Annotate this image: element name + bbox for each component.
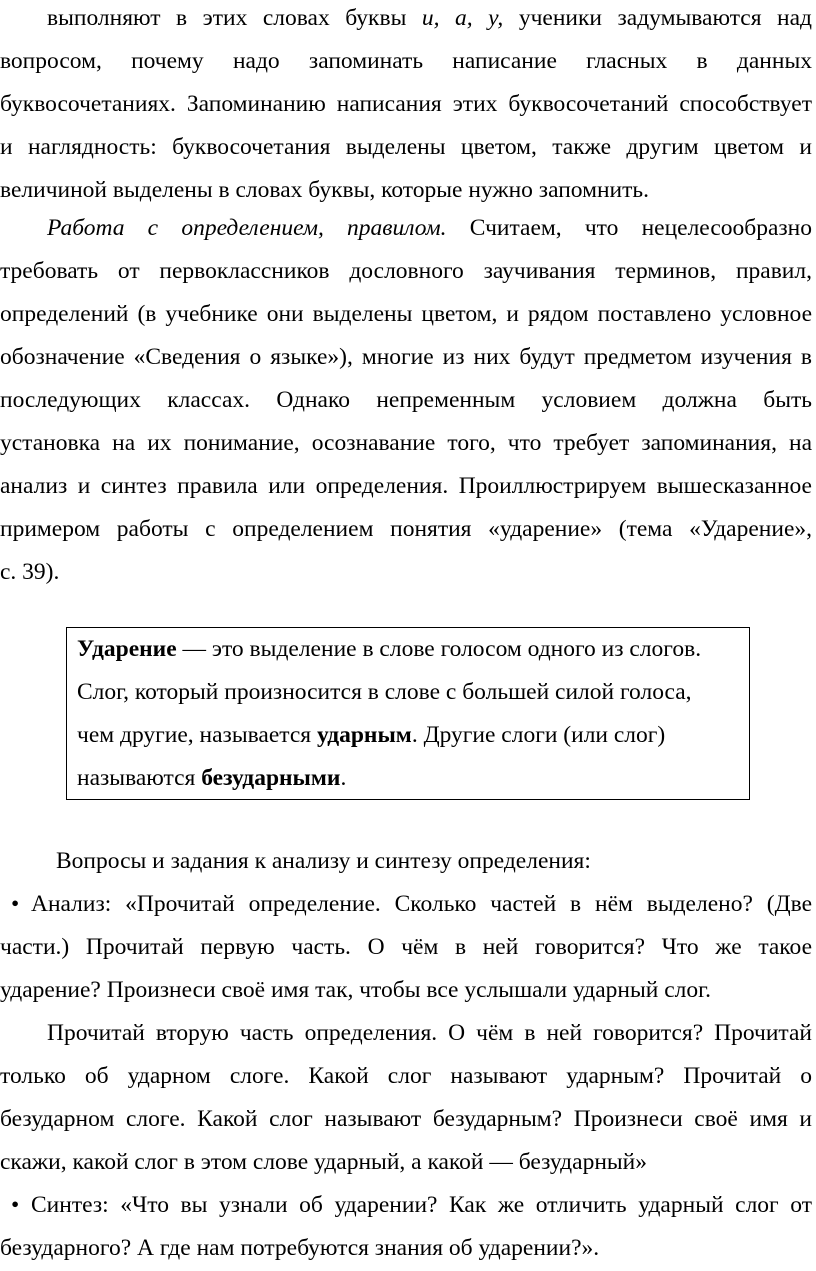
paragraph-definition-work <box>0 207 812 594</box>
text-line: величиной выделены в словах буквы, которые нужно запомнить. <box>0 177 649 203</box>
definition-line: Ударение — это выделение в слове голосом одного из слогов. <box>77 636 702 662</box>
text-line: примером работы с определением понятия «ударение» (тема «Ударение», <box>0 516 812 542</box>
text-line: ударение? Произнеси своё имя так, чтобы все услышали ударный слог. <box>0 977 711 1003</box>
text-line: установка на их понимание, осознавание того, что требует запоминания, на <box>0 430 812 456</box>
text-line: требовать от первоклассников дословного заучивания терминов, правил, <box>0 258 812 284</box>
text-line: и наглядность: буквосочетания выделены цветом, также другим цветом и <box>0 134 812 160</box>
text-line: безударного? А где нам потребуются знания об ударении?». <box>0 1235 600 1261</box>
text-line: Прочитай вторую часть определения. О чём в ней говорится? Прочитай <box>47 1020 812 1046</box>
text-line: • Синтез: «Что вы узнали об ударении? Как же отличить ударный слог от <box>11 1192 812 1218</box>
text-line: вопросом, почему надо запоминать написание гласных в данных <box>0 48 812 74</box>
term-stressed: ударным <box>316 722 412 748</box>
text-line: анализ и синтез правила или определения. Проиллюстрируем вышесказанное <box>0 473 812 499</box>
text-line: обозначение «Сведения о языке»), многие из них будут предметом изучения в <box>0 344 812 370</box>
definition-line: называются безударными. <box>77 765 347 791</box>
paragraph-second-part <box>0 1012 812 1184</box>
text-line: части.) Прочитай первую часть. О чём в ней говорится? Что же такое <box>0 934 812 960</box>
definition-line: чем другие, называется ударным. Другие слоги (или слог) <box>77 722 666 748</box>
bullet-synthesis <box>0 1184 812 1270</box>
text-line: • Анализ: «Прочитай определение. Сколько частей в нём выделено? (Две <box>11 891 812 917</box>
text-line: определений (в учебнике они выделены цветом, и рядом поставлено условное <box>0 301 812 327</box>
text-line: буквосочетаниях. Запоминанию написания этих буквосочетаний способствует <box>0 91 812 117</box>
definition-line: Слог, который произносится в слове с большей силой голоса, <box>77 679 692 705</box>
paragraph-intro <box>0 0 812 212</box>
definition-box <box>66 627 750 800</box>
bullet-analysis <box>0 883 812 1012</box>
text-line: с. 39). <box>0 559 60 585</box>
questions-heading: Вопросы и задания к анализу и синтезу определения: <box>56 848 591 874</box>
text-line: скажи, какой слог в этом слове ударный, а какой — безударный» <box>0 1149 648 1175</box>
text-line: последующих классах. Однако непременным условием должна быть <box>0 387 812 413</box>
term-unstressed: безударными <box>201 765 341 791</box>
definition-term: Ударение <box>77 636 177 662</box>
text-line: Работа с определением, правилом. Считаем, что нецелесообразно <box>47 215 813 241</box>
text-line: безударном слоге. Какой слог называют безударным? Произнеси своё имя и <box>0 1106 812 1132</box>
text-line: только об ударном слоге. Какой слог называют ударным? Прочитай о <box>0 1063 812 1089</box>
section-heading-italic: Работа с определением, правилом. <box>47 215 447 241</box>
italic-letters: и, а, у, <box>421 5 504 31</box>
text-line: выполняют в этих словах буквы и, а, у, ученики задумываются над <box>47 5 813 31</box>
